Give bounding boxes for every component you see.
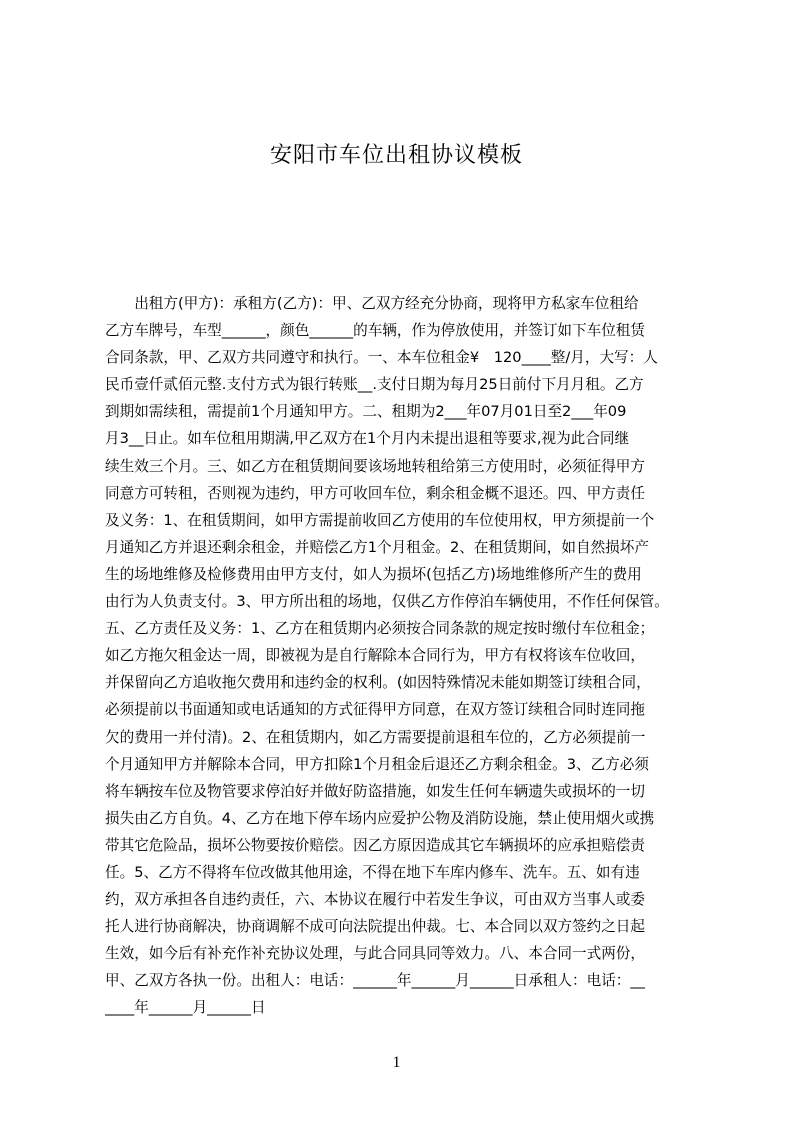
body-line-6: 月3__日止。如车位租用期满,甲乙双方在1个月内未提出退租等要求,视为此合同继 bbox=[105, 430, 630, 448]
body-line-22: 任。5、乙方不得将车位改做其他用途，不得在地下车库内修车、洗车。五、如有违 bbox=[105, 863, 640, 881]
body-line-10: 月通知乙方并退还剩余租金，并赔偿乙方1个月租金。2、在租赁期间，如自然损坏产 bbox=[105, 538, 649, 556]
body-line-27: ____年______月______日 bbox=[105, 999, 266, 1017]
body-line-11: 生的场地维修及检修费用由甲方支付，如人为损坏(包括乙方)场地维修所产生的费用 bbox=[105, 565, 642, 583]
page-number: 1 bbox=[392, 1054, 401, 1071]
body-line-24: 托人进行协商解决，协商调解不成可向法院提出仲裁。七、本合同以双方签约之日起 bbox=[105, 918, 645, 936]
body-line-18: 个月通知甲方并解除本合同，甲方扣除1个月租金后退还乙方剩余租金。3、乙方必须 bbox=[105, 755, 649, 773]
body-line-12: 由行为人负责支付。3、甲方所出租的场地，仅供乙方作停泊车辆使用，不作任何保管。 bbox=[105, 593, 669, 611]
body-line-15: 并保留向乙方追收拖欠费用和违约金的权利。(如因特殊情况未能如期签订续租合同， bbox=[105, 674, 651, 692]
body-line-14: 如乙方拖欠租金达一周，即被视为是自行解除本合同行为，甲方有权将该车位收回， bbox=[105, 647, 645, 665]
body-line-17: 欠的费用一并付清)。2、在租赁期内，如乙方需要提前退租车位的，乙方必须提前一 bbox=[105, 728, 646, 746]
body-line-20: 损失由乙方自负。4、乙方在地下停车场内应爱护公物及消防设施，禁止使用烟火或携 bbox=[105, 809, 655, 827]
contract-body bbox=[105, 290, 699, 1022]
body-line-3: 合同条款，甲、乙双方共同遵守和执行。一、本车位租金¥ 120____整/月，大写：人 bbox=[105, 349, 658, 367]
body-line-7: 续生效三个月。三、如乙方在租赁期间要该场地转租给第三方使用时，必须征得甲方 bbox=[105, 457, 645, 475]
body-line-21: 带其它危险品，损坏公物要按价赔偿。因乙方原因造成其它车辆损坏的应承担赔偿责 bbox=[105, 836, 645, 854]
body-line-19: 将车辆按车位及物管要求停泊好并做好防盗措施，如发生任何车辆遗失或损坏的一切 bbox=[105, 782, 645, 800]
body-line-4: 民币壹仟贰佰元整.支付方式为银行转账__.支付日期为每月25日前付下月月租。乙方 bbox=[105, 376, 644, 394]
body-line-9: 及义务：1、在租赁期间，如甲方需提前收回乙方使用的车位使用权，甲方须提前一个 bbox=[105, 511, 655, 529]
body-line-25: 生效，如今后有补充作补充协议处理，与此合同具同等效力。八、本合同一式两份， bbox=[105, 945, 645, 963]
document-title: 安阳市车位出租协议模板 bbox=[269, 143, 523, 168]
body-line-13: 五、乙方责任及义务：1、乙方在租赁期内必须按合同条款的规定按时缴付车位租金； bbox=[105, 620, 655, 638]
body-line-26: 甲、乙双方各执一份。出租人：电话：______年______月______日承租人：电话：__ bbox=[105, 972, 645, 990]
body-line-8: 同意方可转租，否则视为违约，甲方可收回车位，剩余租金概不退还。四、甲方责任 bbox=[105, 484, 645, 502]
body-line-1: 出租方(甲方)：承租方(乙方)：甲、乙双方经充分协商，现将甲方私家车位租给 bbox=[105, 295, 639, 312]
body-line-2: 乙方车牌号，车型______，颜色______的车辆，作为停放使用，并签订如下车位租赁 bbox=[105, 322, 645, 340]
body-line-23: 约，双方承担各自违约责任，六、本协议在履行中若发生争议，可由双方当事人或委 bbox=[105, 891, 645, 909]
body-line-16: 必须提前以书面通知或电话通知的方式征得甲方同意，在双方签订续租合同时连同拖 bbox=[105, 701, 645, 719]
body-line-5: 到期如需续租，需提前1个月通知甲方。二、租期为2___年07月01日至2___年09 bbox=[105, 403, 627, 421]
